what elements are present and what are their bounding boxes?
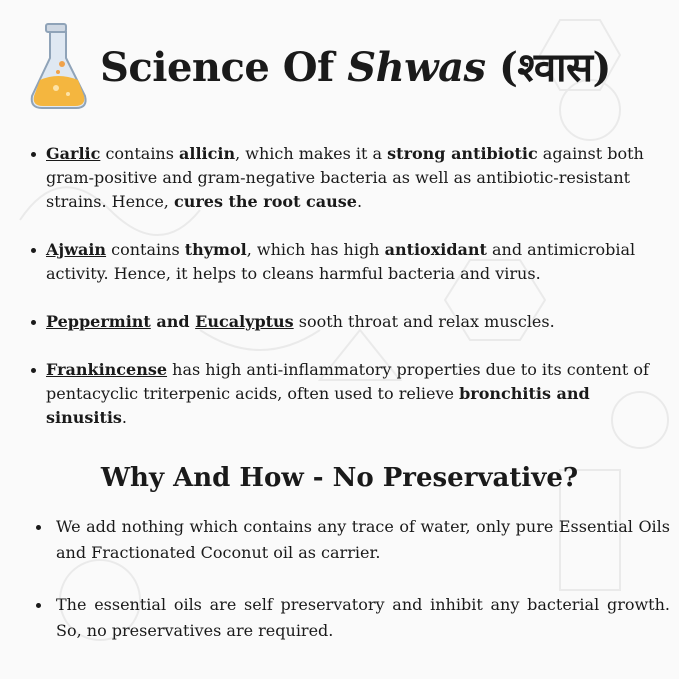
- list-item: Ajwain contains thymol, which has high antioxidant and antimicrobial activity. Hence, it helps to cleans harmful bacteria and virus.: [26, 238, 676, 286]
- garlic-link: Garlic: [46, 144, 101, 163]
- list-item: Garlic contains allicin, which makes it a strong antibiotic against both gram-positive and gram-negative bacteria as well as antibiotic-resistant strains. Hence, cures the root cause.: [26, 142, 676, 214]
- list-item: The essential oils are self preservatory and inhibit any bacterial growth. So, no preservatives are required.: [30, 592, 670, 644]
- peppermint-link: Peppermint: [46, 312, 151, 331]
- list-item: Frankincense has high anti-inflammatory properties due to its content of pentacyclic triterpenic acids, often used to relieve bronchitis and sinusitis.: [26, 358, 676, 430]
- list-item: Peppermint and Eucalyptus sooth throat and relax muscles.: [26, 310, 676, 334]
- eucalyptus-link: Eucalyptus: [195, 312, 294, 331]
- page-title: Science Of Shwas (श्वास): [100, 44, 611, 91]
- ajwain-link: Ajwain: [46, 240, 107, 259]
- flask-icon: [28, 22, 90, 112]
- list-item: We add nothing which contains any trace of water, only pure Essential Oils and Fractionated Coconut oil as carrier.: [30, 514, 670, 566]
- section-heading: Why And How - No Preservative?: [100, 463, 579, 493]
- frankincense-link: Frankincense: [46, 360, 168, 379]
- ingredient-list: [26, 142, 676, 454]
- preservative-list: [30, 514, 670, 670]
